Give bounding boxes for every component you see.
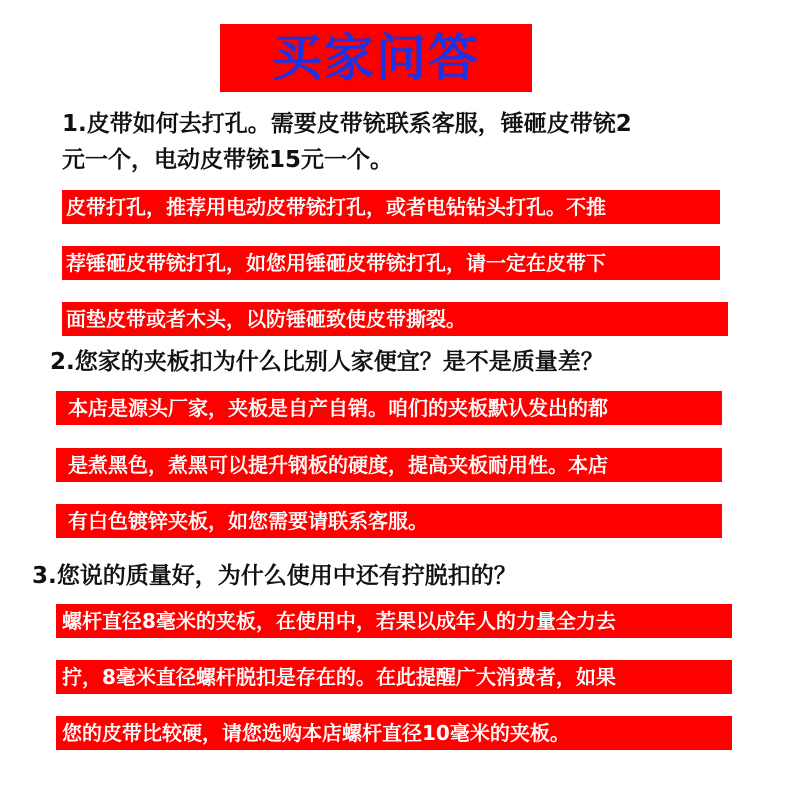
question-1-line-2: 元一个，电动皮带铳15元一个。 xyxy=(62,147,394,173)
answer-1-line-2: 荐锤砸皮带铳打孔，如您用锤砸皮带铳打孔，请一定在皮带下 xyxy=(62,246,720,280)
answer-1-line-1: 皮带打孔，推荐用电动皮带铳打孔，或者电钻钻头打孔。不推 xyxy=(62,190,720,224)
title-banner xyxy=(220,24,532,92)
answer-2-line-1: 本店是源头厂家，夹板是自产自销。咱们的夹板默认发出的都 xyxy=(56,391,722,425)
question-1-line-1: 1.皮带如何去打孔。需要皮带铳联系客服，锤砸皮带铳2 xyxy=(62,111,632,137)
answer-3-line-2: 拧，8毫米直径螺杆脱扣是存在的。在此提醒广大消费者，如果 xyxy=(56,660,732,694)
page-title: 买家问答 xyxy=(272,29,480,87)
answer-2-line-3: 有白色镀锌夹板，如您需要请联系客服。 xyxy=(56,504,722,538)
question-2: 2.您家的夹板扣为什么比别人家便宜？是不是质量差？ xyxy=(50,349,604,375)
answer-3-line-1: 螺杆直径8毫米的夹板，在使用中，若果以成年人的力量全力去 xyxy=(56,604,732,638)
question-3: 3.您说的质量好，为什么使用中还有拧脱扣的？ xyxy=(32,563,517,589)
answer-1-line-3: 面垫皮带或者木头，以防锤砸致使皮带撕裂。 xyxy=(62,302,728,336)
answer-2-line-2: 是煮黑色，煮黑可以提升钢板的硬度，提高夹板耐用性。本店 xyxy=(56,448,722,482)
answer-3-line-3: 您的皮带比较硬，请您选购本店螺杆直径10毫米的夹板。 xyxy=(56,716,732,750)
